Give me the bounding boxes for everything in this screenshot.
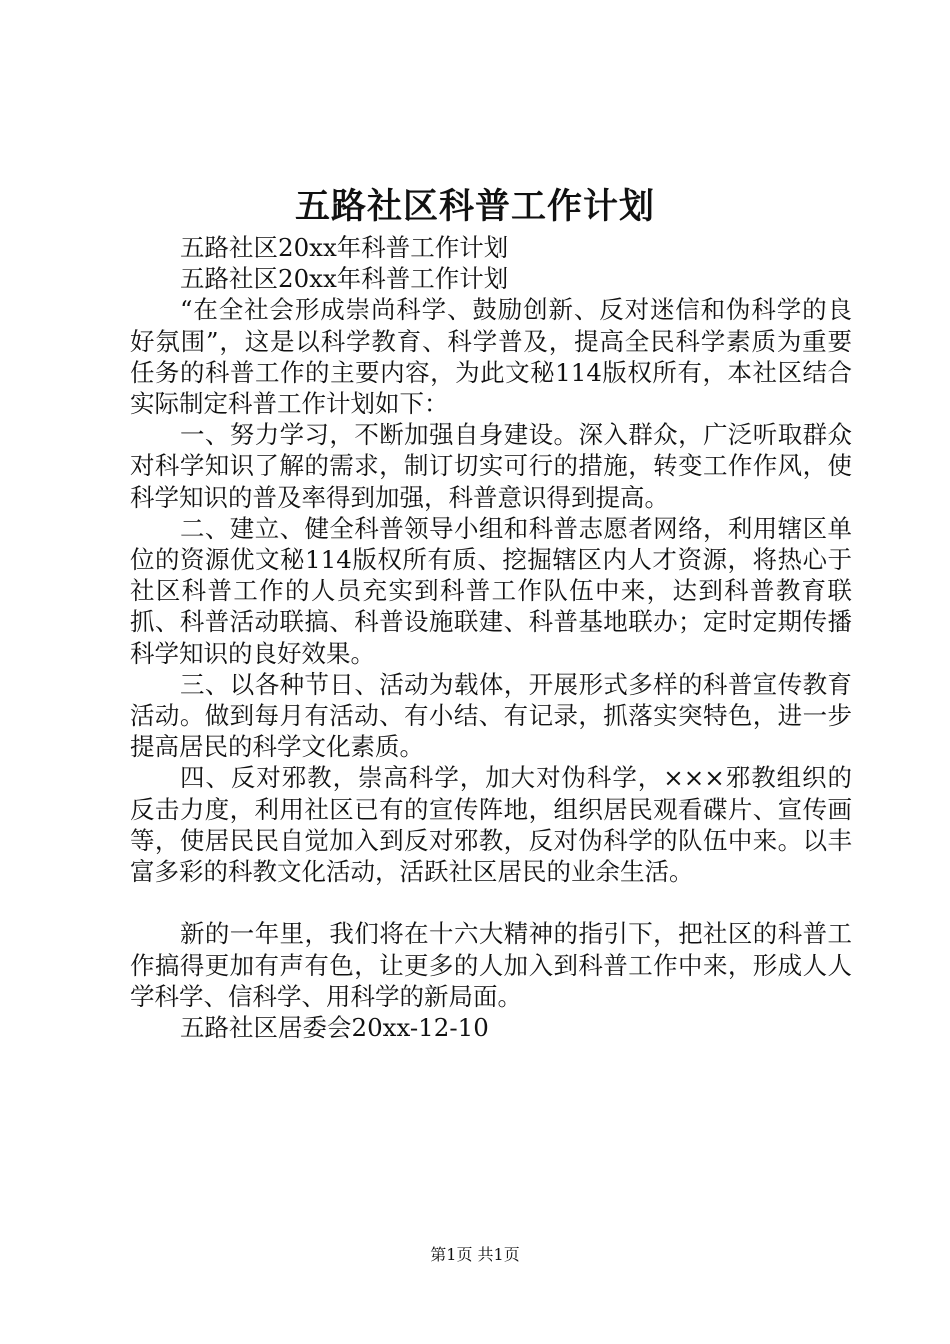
page-footer: 第1页 共1页 [430,1245,520,1264]
document-title: 五路社区科普工作计划 [294,186,655,227]
section-one-paragraph: 一、努力学习，不断加强自身建设。深入群众，广泛听取群众对科学知识了解的需求，制订切实可行的措施，转变工作作风，使科学知识的普及率得到加强，科普意识得到提高。 [130,420,852,512]
subtitle-line: 五路社区20xx年科普工作计划 [180,264,509,294]
closing-paragraph: 新的一年里，我们将在十六大精神的指引下，把社区的科普工作搞得更加有声有色，让更多的人加入到科普工作中来，形成人人学科学、信科学、用科学的新局面。 [130,919,852,1011]
section-four-paragraph: 四、反对邪教，崇高科学，加大对伪科学，×××邪教组织的反击力度，利用社区已有的宣传阵地，组织居民观看碟片、宣传画等，使居民民自觉加入到反对邪教，反对伪科学的队伍中来。以丰富多彩的科教文化活动，活跃社区居民的业余生活。 [130,763,852,887]
signature-line: 五路社区居委会20xx-12-10 [180,1013,489,1043]
section-three-paragraph: 三、以各种节日、活动为载体，开展形式多样的科普宣传教育活动。做到每月有活动、有小结、有记录，抓落实突特色，进一步提高居民的科学文化素质。 [130,669,852,762]
subtitle-line: 五路社区20xx年科普工作计划 [180,233,509,262]
document-body [130,232,852,1043]
section-two-paragraph: 二、建立、健全科普领导小组和科普志愿者网络，利用辖区单位的资源优文秘114版权所有质、挖掘辖区内人才资源，将热心于社区科普工作的人员充实到科普工作队伍中来，达到科普教育联抓、科普活动联搞、科普设施联建、科普基地联办；定时定期传播科学知识的良好效果。 [130,513,852,668]
intro-paragraph: “在全社会形成崇尚科学、鼓励创新、反对迷信和伪科学的良好氛围”，这是以科学教育、科学普及，提高全民科学素质为重要任务的科普工作的主要内容，为此文秘114版权所有，本社区结合实际制定科普工作计划如下： [130,295,852,419]
